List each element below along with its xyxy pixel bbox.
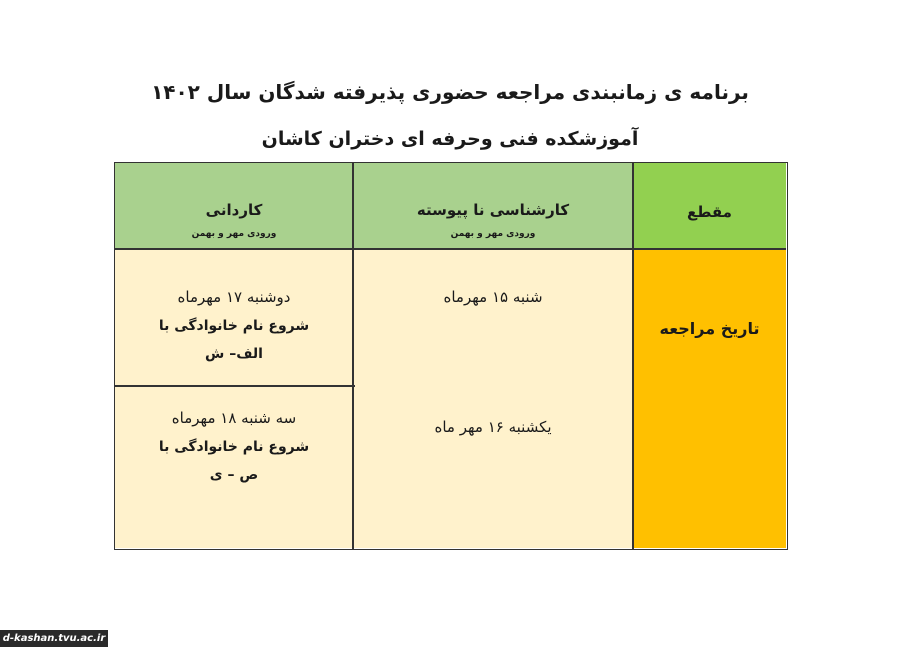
- site-watermark: d-kashan.tvu.ac.ir: [0, 630, 108, 647]
- header-bachelor-cell: [353, 163, 633, 249]
- header-bachelor-sub: ورودی مهر و بهمن: [450, 229, 536, 239]
- associate-group-2: [115, 409, 353, 483]
- associate-group-2-date: سه شنبه ۱۸ مهرماه: [171, 409, 297, 427]
- header-associate-title: کاردانی: [205, 201, 263, 219]
- header-level-label: مقطع: [687, 203, 732, 221]
- bachelor-date-1: شنبه ۱۵ مهرماه: [443, 288, 543, 306]
- associate-group-1: [115, 288, 353, 362]
- row-label-cell: [633, 249, 786, 548]
- row-label: تاریخ مراجعه: [659, 319, 760, 338]
- grid-line-h-header: [115, 248, 786, 250]
- document-title: برنامه ی زمانبندی مراجعه حضوری پذیرفته شدگان سال ۱۴۰۲: [151, 80, 749, 104]
- associate-group-1-line1: شروع نام خانوادگی با: [158, 318, 310, 334]
- grid-line-v2: [632, 163, 634, 549]
- document-subtitle: آموزشکده فنی وحرفه ای دختران کاشان: [261, 128, 639, 150]
- schedule-table: [114, 162, 788, 550]
- bachelor-date-2: یکشنبه ۱۶ مهر ماه: [434, 418, 552, 436]
- header-bachelor-title: کارشناسی نا پیوسته: [416, 201, 570, 219]
- associate-group-2-line1: شروع نام خانوادگی با: [158, 439, 310, 455]
- grid-line-h-split: [115, 385, 355, 387]
- header-associate-cell: [115, 163, 353, 249]
- header-level-cell: [633, 163, 786, 249]
- associate-group-1-line2: الف– ش: [205, 346, 263, 362]
- header-associate-sub: ورودی مهر و بهمن: [191, 229, 277, 239]
- associate-group-2-line2: ص – ی: [209, 467, 259, 483]
- grid-line-v1: [352, 163, 354, 549]
- associate-group-1-date: دوشنبه ۱۷ مهرماه: [177, 288, 291, 306]
